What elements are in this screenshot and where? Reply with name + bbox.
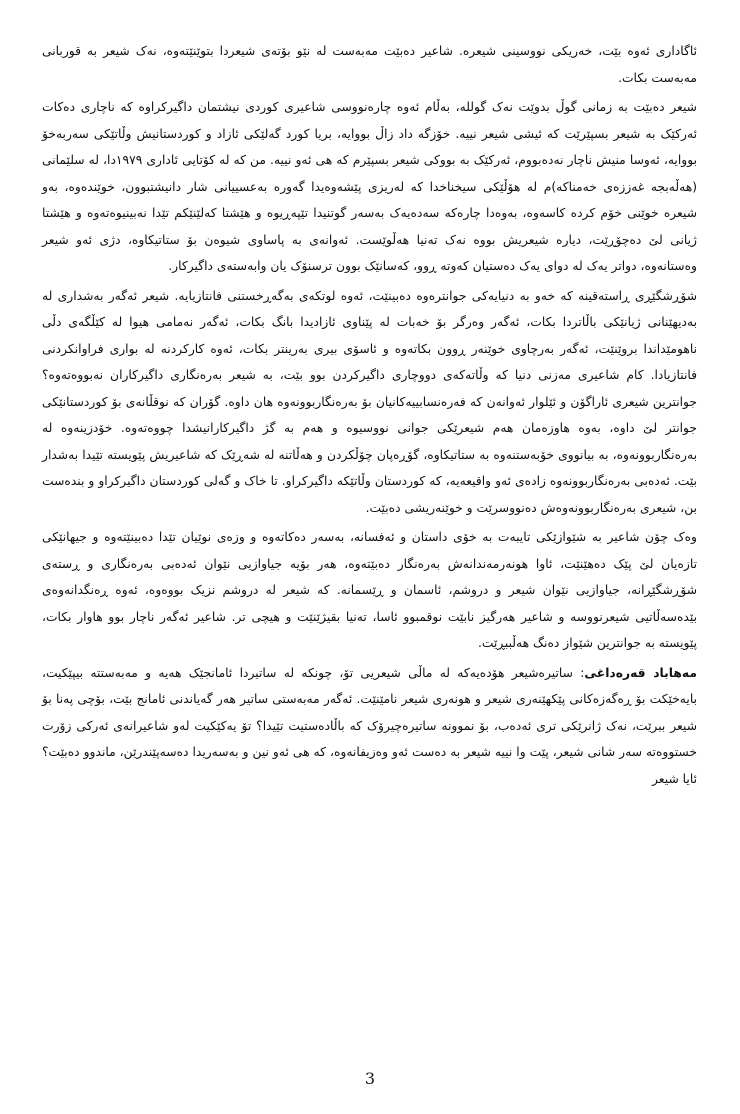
paragraph-text: : ساتیرەشیعر هۆدەیەکە لە ماڵی شیعریی تۆ، چونکە لە ساتیردا ئامانجێک هەیە و مەبەستتە بیپێکیت، بایەخێکت بۆ ڕەگەزەکانی پێکهێنەری شیعر و هونەری شیعر نامێنێت. ئەگەر مەبەستی ساتیر هەر گەیاندنی ئامانج بێت، بۆچی پەنا بۆ شیعر ببرێت، نەک ژانرێکی تری ئەدەب، بۆ نموونە ساتیرەچیرۆک کە باڵادەستیت تێیدا؟ تۆ یەکێکیت لەو شاعیرانەی ئەرکی زۆرت خستووەتە سەر شانی شیعر، پێت وا نییە شیعر بە دەست ئەو وەزیفانەوە، کە هی ئەو نین و بەسەریدا دەسەپێندرێن، ماندوو دەبێت؟ ئایا شیعر xyxy=(42,665,697,786)
paragraph xyxy=(42,94,697,280)
page-number: 3 xyxy=(364,1069,376,1088)
paragraph-text: ئاگاداری ئەوە بێت، خەریکی نووسینی شیعرە. شاعیر دەبێت مەبەست لە نێو بۆتەی شیعردا بتوێنێتەوە، نەک شیعر بە قوربانی مەبەست بکات. xyxy=(42,44,697,85)
interviewer-name: مەهاباد قەرەداغی xyxy=(584,665,697,680)
paragraph-text: وەک چۆن شاعیر بە شێوازێکی تایبەت بە خۆی داستان و ئەفسانە، بەسەر دەکاتەوە و وزەی نوێیان تێدا دەبینێتەوە و جیهانێکی تازەیان لێ پێک دەهێنێت، ئاوا هونەرمەندانەش بەرەنگار دەبێتەوە، هەر بۆیە جیاوازیی نێوان ئەدەبی بەرەنگاری و ڕستەی شۆڕشگێڕانە، جیاوازیی نێوان شیعر و دروشم، ئاسمان و ڕێسمانە. کە شیعر لە دروشم نزیک بووەوە، ئەوە ڕەنگدانەوەی بێدەسەڵاتیی شیعرنووسە و شاعیر هەرگیز نابێت نوقمبوو ئاسا، تەنیا بقیژێنێت و هیچی تر. شاعیر ئەگەر ناچار بوو هاوار بکات، پێویستە بە جوانترین شێواز دەنگ هەڵببڕێت. xyxy=(42,530,697,650)
interview-question-paragraph xyxy=(42,660,697,793)
paragraph-text: شۆڕشگێڕی ڕاستەقینە کە خەو بە دنیایەکی جوانترەوە دەبینێت، ئەوە لوتکەی بەگەڕخستنی فانتازیایە. شیعر ئەگەر بەشداری لە بەدیهێنانی ژیانێکی باڵاتردا بکات، ئەگەر وەرگر بۆ خەبات لە پێناوی ئازادیدا بانگ بکات، ئەگەر نەمامی هیوا لە کێڵگەی دڵی ناهومێداندا بروێنێت، ئەگەر بەرچاوی خوێنەر ڕوون بکاتەوە و ئاسۆی بیری بەرینتر بکات، ئەوە کارکردنە لە بواری فراوانکردنی فانتازیادا. کام شاعیری مەزنی دنیا کە وڵاتەکەی دووچاری داگیرکردن بوو بێت، بە شیعر بەرەنگاری داگیرکاران نەبووەتەوە؟ جوانترین شیعری ئاراگۆن و ئێلوار ئەوانەن کە فەرەنسابییەکانیان بۆ بەرەنگاربوونەوە هان داوە. گۆران کە نوقڵانەی بۆ کوردستانێکی جوانتر لێ داوە، بەوە هاوزەمان هەم شیعرێکی جوانی نووسیوە و هەم بە گژ داگیرکارانیشدا چووەتەوە. خۆدزینەوە لە بەرەنگاربوونەوە، بە بیانووی خۆبەستنەوە بە ستاتیکاوە، گۆڕەپان چۆڵکردن و هەڵاتنە لە شەڕێک کە شاعیریش پێویستە تێیدا بەشدار بێت. ئەدەبی بەرەنگاربوونەوە زادەی ئەو واقیعەیە، کە کوردستان وڵاتێکە داگیرکراو. تا خاک و گەلی کوردستان داگیرکراو و بندەست بن، شیعری بەرەنگاربوونەوەش دەنووسرێت و خوێنەریشی دەبێت. xyxy=(42,288,697,515)
paragraph xyxy=(42,38,697,91)
paragraph xyxy=(42,283,697,522)
document-page xyxy=(42,38,697,795)
paragraph xyxy=(42,524,697,657)
paragraph-text: شیعر دەبێت بە زمانی گوڵ بدوێت نەک گوللە، بەڵام ئەوە چارەنووسی شاعیری کوردی نیشتمان داگیرکراوە کە ناچاری دەکات ئەرکێک بە شیعر بسپێرێت کە ئیشی شیعر نییە. خۆزگە داد زاڵ بووایە، بریا کورد گەلێکی ئازاد و کوردستانیش وڵاتێکی سەربەخۆ بووایە، ئەوسا منیش ناچار نەدەبووم، ئەرکێک بە بووکی شیعر بسپێرم کە هی ئەو نییە. من کە لە کۆتایی ئاداری ١٩٧٩دا، لە سلێمانی (هەڵەبجە غەززەی خەمناکە)م لە هۆڵێکی سیخناخدا کە لەریزی پێشەوەیدا گەورە بەعسییانی شار دانیشتبوون، خوێندەوە، بەو شیعرە خوێنی خۆم کردە کاسەوە، بەوەدا چارەکە سەدەیەک بەسەر گوتنیدا تێپەڕیوە و هێشتا کەلێنێکم تێدا نەبینیوەتەوە و هێشتا ژیانی لێ دەچۆڕێت، دیارە شیعریش بووە نەک تەنیا هەڵوێست. ئەوانەی بە پاساوی شیوەن بۆ ستاتیکاوە، دژی ئەو شیعر وەستانەوە، دواتر یەک لە دوای یەک دەستیان کەوتە ڕوو، کەسانێک بوون ترسنۆک یان وابەستەی داگیرکار. xyxy=(42,100,697,273)
